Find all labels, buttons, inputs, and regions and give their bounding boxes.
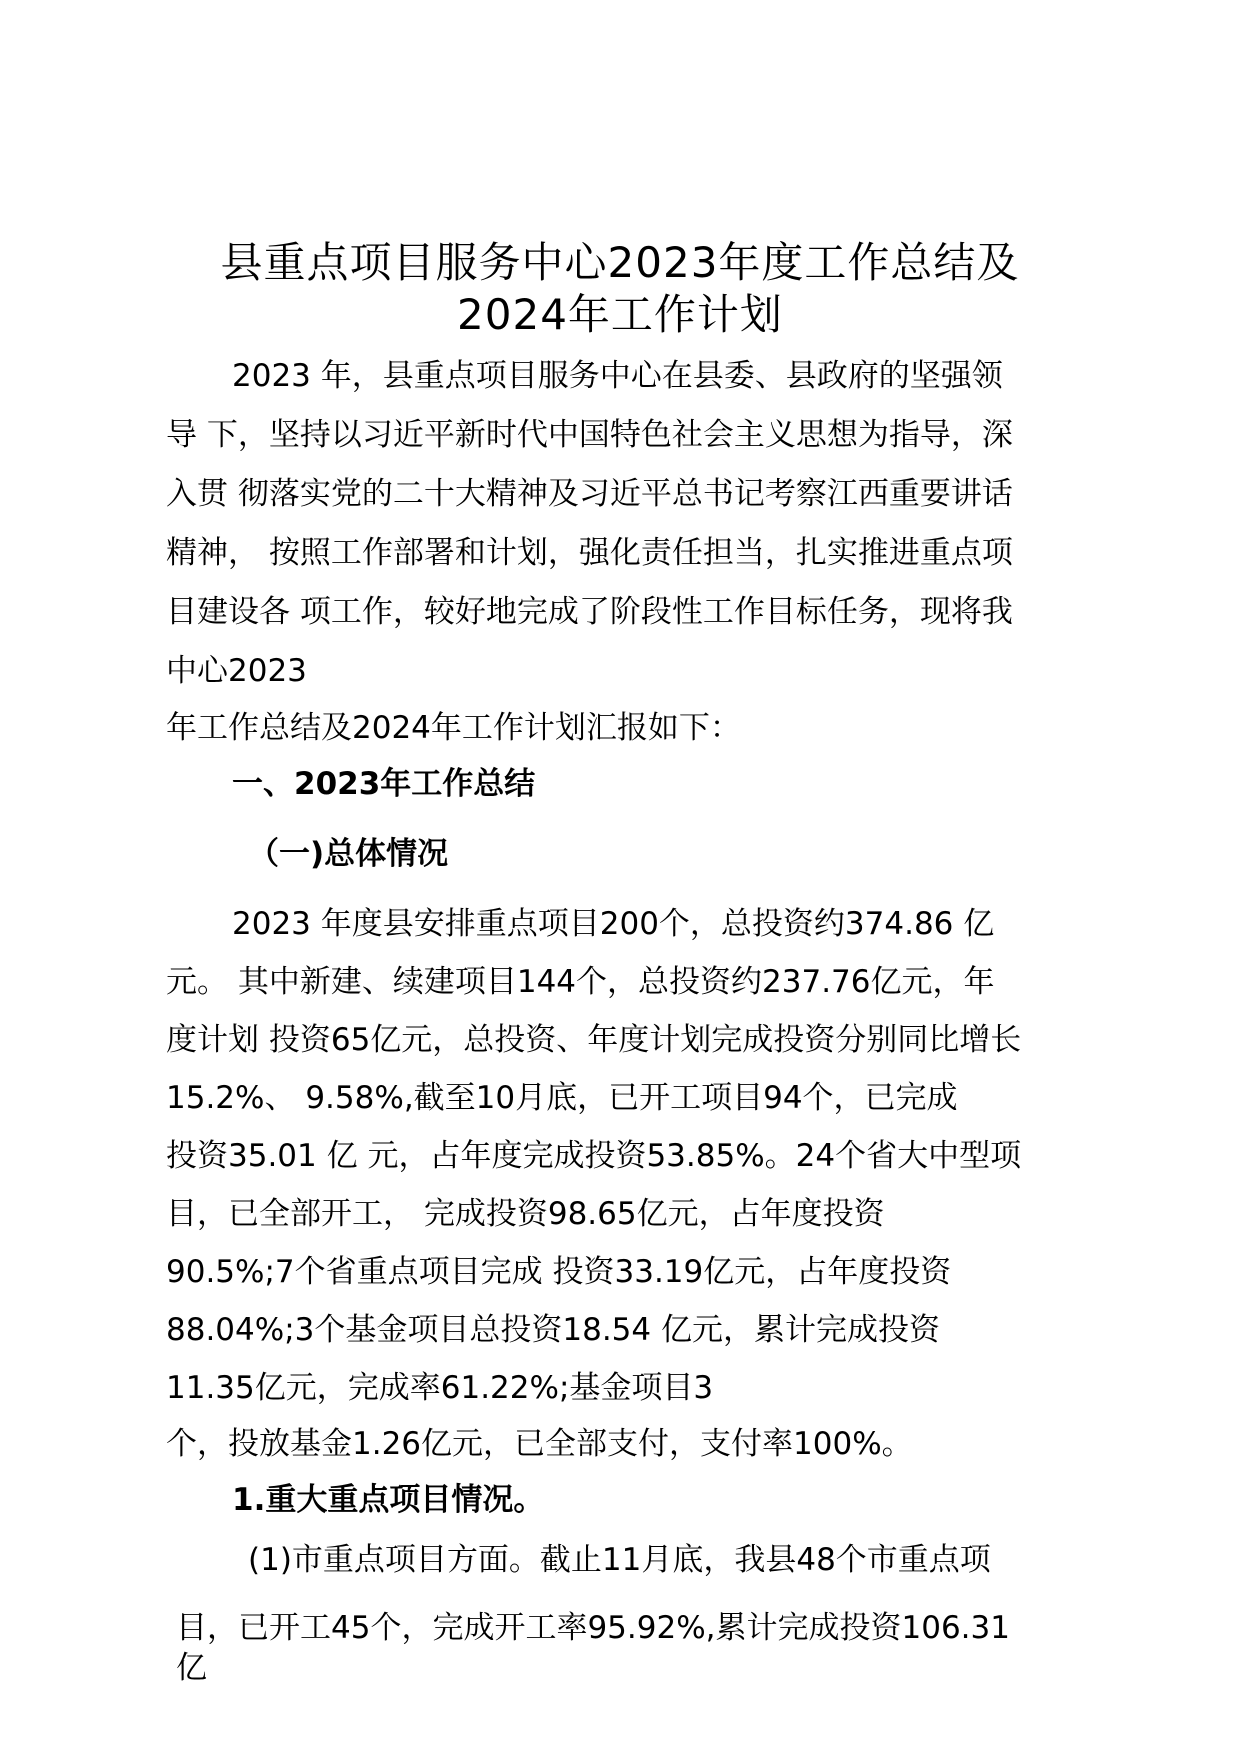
overview-line-4: 15.2%、 9.58%,截至10月底，已开工项目94个，已完成: [166, 1080, 958, 1116]
overview-line-1: 2023 年度县安排重点项目200个，总投资约374.86 亿: [232, 906, 995, 942]
overview-line-5: 投资35.01 亿 元，占年度完成投资53.85%。24个省大中型项: [166, 1138, 1022, 1174]
overview-line-2: 元。 其中新建、续建项目144个，总投资约237.76亿元，年: [166, 964, 995, 1000]
section-heading-1: 一、2023年工作总结: [232, 766, 536, 802]
intro-line-4: 精神， 按照工作部署和计划，强化责任担当，扎实推进重点项: [166, 535, 1013, 571]
intro-line-6: 中心2023: [166, 653, 307, 689]
intro-line-7: 年工作总结及2024年工作计划汇报如下：: [166, 710, 741, 746]
intro-line-3: 入贯 彻落实党的二十大精神及习近平总书记考察江西重要讲话: [166, 476, 1013, 512]
overview-line-3: 度计划 投资65亿元，总投资、年度计划完成投资分别同比增长: [166, 1022, 1022, 1058]
intro-line-5: 目建设各 项工作，较好地完成了阶段性工作目标任务，现将我: [166, 594, 1013, 630]
document-title-line-1: 县重点项目服务中心2023年度工作总结及: [220, 238, 1020, 287]
overview-line-8: 88.04%;3个基金项目总投资18.54 亿元，累计完成投资: [166, 1312, 940, 1348]
overview-line-7: 90.5%;7个省重点项目完成 投资33.19亿元，占年度投资: [166, 1254, 952, 1290]
intro-line-2: 导 下，坚持以习近平新时代中国特色社会主义思想为指导，深: [166, 417, 1013, 453]
city-line-1: (1)市重点项目方面。截止11月底，我县48个市重点项: [248, 1542, 991, 1578]
overview-line-10: 个，投放基金1.26亿元，已全部支付，支付率100%。: [166, 1426, 913, 1462]
document-title-line-2: 2024年工作计划: [457, 290, 783, 339]
subsection-heading-1: 1.重大重点项目情况。: [232, 1482, 545, 1518]
city-line-2: 目，已开工45个，完成开工率95.92%,累计完成投资106.31: [176, 1610, 1010, 1646]
section-heading-1-1: （一)总体情况: [248, 836, 449, 872]
overview-line-9: 11.35亿元，完成率61.22%;基金项目3: [166, 1370, 714, 1406]
overview-line-6: 目，已全部开工， 完成投资98.65亿元，占年度投资: [166, 1196, 885, 1232]
city-line-3: 亿: [176, 1650, 207, 1686]
intro-line-1: 2023 年，县重点项目服务中心在县委、县政府的坚强领: [232, 358, 1003, 394]
